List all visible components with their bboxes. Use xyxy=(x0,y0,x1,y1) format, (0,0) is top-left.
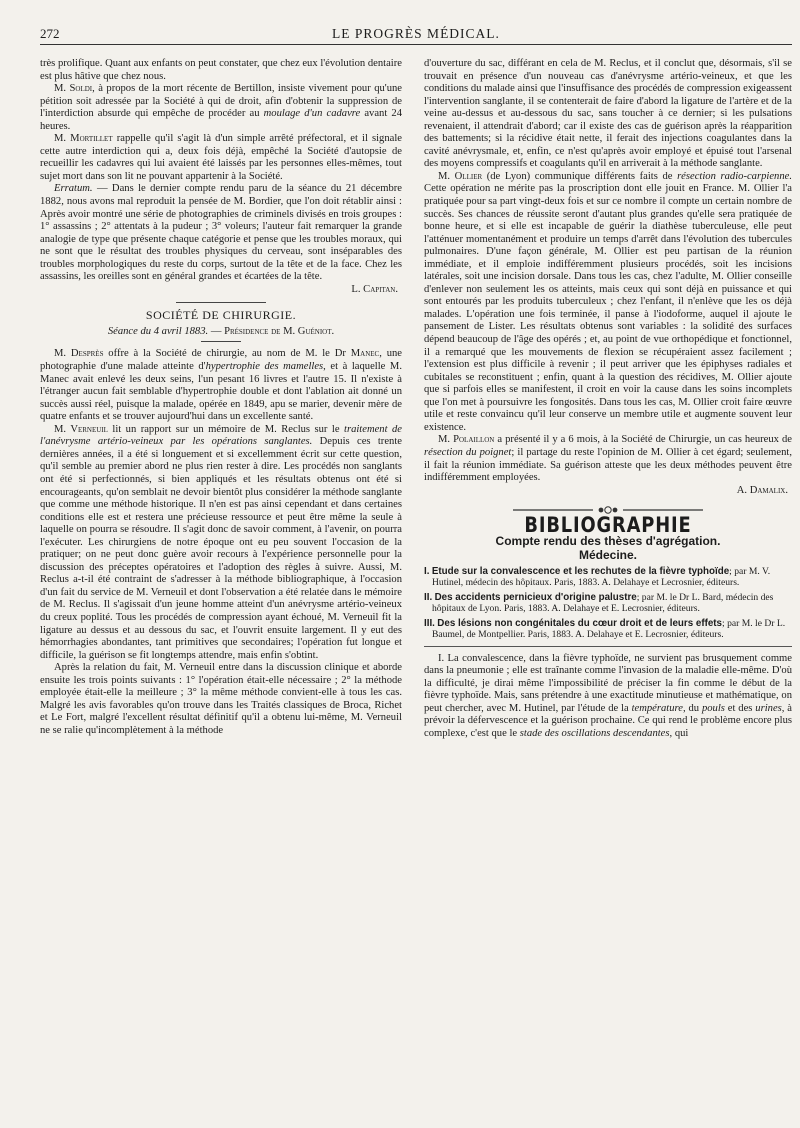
entry-details: ; par M. le Dr L. Baumel, de Montpellier. Paris, 1883. A. Delahaye et E. Lecrosnier, éditeurs. xyxy=(432,617,786,641)
text: avant 24 heures. xyxy=(40,108,402,132)
divider xyxy=(424,646,792,647)
paragraph xyxy=(424,171,792,434)
speaker-name: M. Soldi xyxy=(54,83,93,95)
text: rappelle qu'il s'agit là d'un simple arrêté préfectoral, et il signale cette autre interdiction qui a, deux fois déjà, empêché la Société d'autopsie de recueillir les cadavres qui lui avaient été laissés par les personnes elles-mêmes, tout sujet mort dans son lit ne pouvant appartenir à la Société. xyxy=(40,133,402,182)
italic-text: stade des oscillations descendantes, xyxy=(519,727,673,739)
text: Cette opération ne mérite pas la proscription dont elle jouit en France. M. Ollier l'a pratiquée pour sa part vingt-deux fois et sur ce nombre il compte un certain nombre de succès. Ses chances de réussite seront d'autant plus grandes qu'elle sera pratiquée de bonne heure, et si elle est incapable de guérir la diathèse tuberculeuse, elle peut l'atténuer momentanément et produire un temps d'arrêt dans l'évolution des tubercules pulmonaires. D'une façon générale, M. Ollier est peu partisan de la réunion immédiate, et il emploie indifféremment plusieurs procédés, soit les incisions latérales, soit une incision dorsale. Dans tous les cas, chez l'adulte, M. Ollier conseille d'enlever non seulement les os atteints, mais ceux qui sont déjà en puissance et qui sont entourés par les produits tuberculeux ; chez l'enfant, il n'enlève que les os déjà malades. L'opération une fois terminée, il panse à l'iodoforme, auquel il ajoute le pansement de Lister. Les résultats obtenus sont variables : la solidité des surfaces dépend beaucoup de l'âge des opérés ; et, au point de vue orthopédique et fonctionnel, il a remarqué que les mouvements de flexion se récupéraient assez facilement ; l'extension est plus difficile à revenir ; il peut arriver que les épiphyses radiales et cubitales se reconstituent ; enfin, quant à la question des récidives, M. Ollier ajoute que si parfois elles se manifestent, il croit en voir la cause dans les soins incomplets que l'on met à poursuivre les fongosités. Dans tous les cas, M. Ollier croit faire œuvre utile et reste convaincu qu'il leur conserve un membre utile et augmente souvent leur existence. xyxy=(424,183,792,433)
text: (de Lyon) communique différents faits de xyxy=(482,170,678,182)
text: lit un rapport sur un mémoire de M. Reclus sur le xyxy=(107,423,344,435)
entry-number: II. xyxy=(424,591,433,603)
entry-number: I. xyxy=(424,565,430,577)
speaker-name: M. Mortillet xyxy=(54,133,113,145)
bibliography-title: BIBLIOGRAPHIE xyxy=(524,513,692,538)
italic-text: température, xyxy=(631,702,686,714)
text: , une photographie d'une malade atteinte d' xyxy=(40,348,403,373)
text: du xyxy=(685,702,702,714)
speaker-name: M. Desprès xyxy=(54,348,104,360)
speaker-name: M. Polaillon xyxy=(438,434,495,446)
session-date: Séance du 4 avril 1883. xyxy=(107,325,209,337)
header-rule xyxy=(40,44,792,45)
paragraph: très prolifique. Quant aux enfants on peut constater, que chez eux l'évolution dentaire est plus hâtive que chez nous. xyxy=(40,58,402,82)
text: qui xyxy=(672,727,689,739)
page-number: 272 xyxy=(40,26,60,41)
divider xyxy=(176,302,266,303)
divider xyxy=(201,341,241,342)
text: a présenté il y a 6 mois, à la Société de Chirurgie, un cas heureux de xyxy=(494,434,792,446)
paragraph xyxy=(424,653,792,741)
italic-text: urines, xyxy=(755,702,785,714)
session-line xyxy=(40,326,402,339)
signature: L. Capitan. xyxy=(351,283,398,295)
paragraph xyxy=(40,83,402,133)
paragraph xyxy=(424,434,792,484)
text: , et à laquelle M. Manec avait enlevé les deux seins, l'un pesant 16 livres et l'autre 15. Il n'existe à l'étranger aucun fait semblable d'hypertrophie double et dont l'ablation ait donné un succès aussi réel, puisque la malade, opérée en 1849, apu se marier, devenir mère de quatre enfants et se trouver aujourd'hui dans un excellente santé. xyxy=(40,361,402,423)
entry-title: Des lésions non congénitales du cœur droit et de leurs effets xyxy=(437,617,723,629)
text: offre à la Société de chirurgie, au nom de M. le Dr xyxy=(103,348,351,360)
right-column xyxy=(424,58,792,741)
entry-title: Etude sur la convalescence et les rechutes de la fièvre typhoïde xyxy=(431,565,730,577)
text: — Dans le dernier compte rendu paru de la séance du 21 décembre 1882, nous avons mal reproduit la pensée de M. Bordier, que l'on doit rétablir ainsi : Après avoir montré une série de photographies de criminels divisés en trois groupes : 1° assassins ; 2° attentats à la pudeur ; 3° voleurs; l'auteur fait remarquer la grande analogie de type que présente chaque catégorie et pense que les troubles moraux, qui ne sont que le résultat des troubles physiques du cerveau, sont inséparables des troubles morphologiques du reste du corps, surtout de la tête et de la face. Chez les assassins, les oreilles sont en général grandes et écartées de la tête. xyxy=(40,183,402,283)
text: I. La convalescence, dans la fièvre typhoïde, ne survient pas brusquement comme dans la pneumonie ; elle est traînante comme l'invasion de la maladie elle-même. D'où la difficulté, je dirai même l'impossibilité de préciser la fin comme le début de la fièvre typhoïde. Mais, sans prétendre à une exactitude minutieuse et mathématique, on peut chercher, avec M. Hutinel, par l'étude de la xyxy=(424,652,792,714)
entry-number: III. xyxy=(424,617,435,629)
journal-title: LE PROGRÈS MÉDICAL. xyxy=(332,26,500,41)
text: Depuis ces trente dernières années, il a été si longuement et si excellemment écrit sur cette question, qu'il semble au premier abord ne plus rien rester à dire. Les procédés non sanglants ont été si perfectionnés, si bien appliqués et les résultats obtenus ont été si encourageants, qu'on semblait ne devoir bientôt plus considérer la méthode sanglante que comme une méthode historique. Il n'en est pas ainsi cependant et dans certaines conditions elle est et restera une précieuse ressource et peut être même la seule à laquelle on pourra se résoudre. Il s'agit donc de savoir comment, à l'avenir, on pourra l'exécuter. Les chirurgiens de notre époque ont eu peu souvent l'occasion de la pratiquer; on ne peut donc guère avoir recours à l'expérience personnelle pour la discussion des préceptes opératoires et l'adoption des règles à suivre. Aussi, M. Reclus a-t-il été contraint de s'adresser à la méthode bibliographique, à l'occasion d'un fait du service de M. Verneuil et dont l'observation a été relatée dans le mémoire de M. Reclus. Il s'agissait d'un jeune homme atteint d'un anévrysme artério-veineux du creux poplité. Tous les procédés de compression ayant échoué, M. Verneuil fit la ligature au dessus et au dessous du sac, et l'ouvrit ensuite largement. Il y eut des hémorrhagies abondantes, tant primitives que secondaires; l'opération fut longue et difficile, la guérison se fit longtemps attendre, mais enfin s'obtint. xyxy=(40,436,402,661)
paragraph: d'ouverture du sac, différant en cela de M. Reclus, et il conclut que, désormais, s'il se trouvait en présence d'un nouveau cas d'anévrysme artério-veineux, et que les conditions du malade ainsi que l'insuffisance des procédés de compression exigeassent l'intervention sanglante, il se contenterait de faire d'abord la ligature de l'artère et de la veine au-dessus et au-dessous du sac, sans toucher à ce dernier; si les pulsations revenaient, il attendrait d'abord; car il existe des cas de guérison après la réapparition des battements; si la récidive était nette, il ferait des injections coagulantes dans la cavité anévrysmale, et, enfin, ce n'est qu'après avoir employé et épuisé tout l'arsenal des moyens compressifs et coagulants qu'il en arriverait à la méthode sanglante. xyxy=(424,58,792,170)
section-title: SOCIÉTÉ DE CHIRURGIE. xyxy=(145,308,297,323)
signature: A. Damalix. xyxy=(736,484,788,496)
speaker-name: Manec xyxy=(350,348,380,360)
paragraph xyxy=(40,183,402,283)
italic-text: pouls xyxy=(701,702,725,714)
session-presidence: — Présidence de M. Guéniot. xyxy=(208,325,335,337)
bibliography-entry xyxy=(424,592,792,615)
text: ; il partage du reste l'opinion de M. Ollier à cet égard; seulement, il fait la réunion immédiate. Sa guérison atteste que les deux méthodes peuvent être indifféremment employées. xyxy=(424,446,792,484)
bibliography-entry xyxy=(424,618,792,641)
left-column xyxy=(40,58,402,737)
italic-text: Erratum. xyxy=(54,183,93,195)
subtitle-line: Compte rendu des thèses d'agrégation. xyxy=(495,533,721,548)
entry-details: ; par M. le Dr L. Bard, médecin des hôpitaux de Lyon. Paris, 1883. A. Delahaye et E. Lecrosnier, éditeurs. xyxy=(432,591,774,615)
paragraph xyxy=(40,133,402,183)
text: à prévoir la défervescence et la guérison prochaine. Ce qui rend le problème encore plus complexe, c'est que le xyxy=(424,702,793,739)
text: et des xyxy=(724,702,756,714)
italic-text: moulage d'un cadavre xyxy=(263,108,361,120)
text: , à propos de la mort récente de Bertillon, insiste vivement pour qu'une pétition soit adressée par la Société à qui de droit, afin d'obtenir la suppression de l'interdiction absurde qui empêche de procéder au xyxy=(40,83,402,120)
paragraph xyxy=(40,424,402,662)
subtitle-line: Médecine. xyxy=(578,547,638,562)
italic-text: traitement de l'anévrysme artério-veineux par les opérations sanglantes. xyxy=(40,423,402,448)
speaker-name: M. Verneuil xyxy=(54,423,108,435)
paragraph xyxy=(40,348,402,423)
italic-text: hypertrophie des mamelles xyxy=(205,361,324,373)
paragraph: Après la relation du fait, M. Verneuil entre dans la discussion clinique et aborde ensuite les trois points suivants : 1° l'opération était-elle nécessaire ; 2° la méthode employée était-elle la meilleure ; 3° la même méthode convient-elle à tous les cas. Malgré les avis favorables qu'on trouve dans les Traités classiques de Broca, Richet et Le Fort, malgré l'excellent résultat définitif qu'il a obtenu lui-même, M. Verneuil ne se ralie qu'incomplètement à la méthode xyxy=(40,662,402,736)
entry-details: ; par M. V. Hutinel, médecin des hôpitaux. Paris, 1883. A. Delahaye et Lecrosnier, éditeurs. xyxy=(432,565,771,589)
bibliography-subtitle xyxy=(424,534,792,562)
speaker-name: M. Ollier xyxy=(438,170,483,182)
entry-title: Des accidents pernicieux d'origine palustre xyxy=(434,591,637,603)
italic-text: résection radio-carpienne. xyxy=(677,170,792,182)
italic-text: résection du poignet xyxy=(424,446,512,458)
page-header xyxy=(40,26,792,42)
bibliography-entry xyxy=(424,566,792,589)
